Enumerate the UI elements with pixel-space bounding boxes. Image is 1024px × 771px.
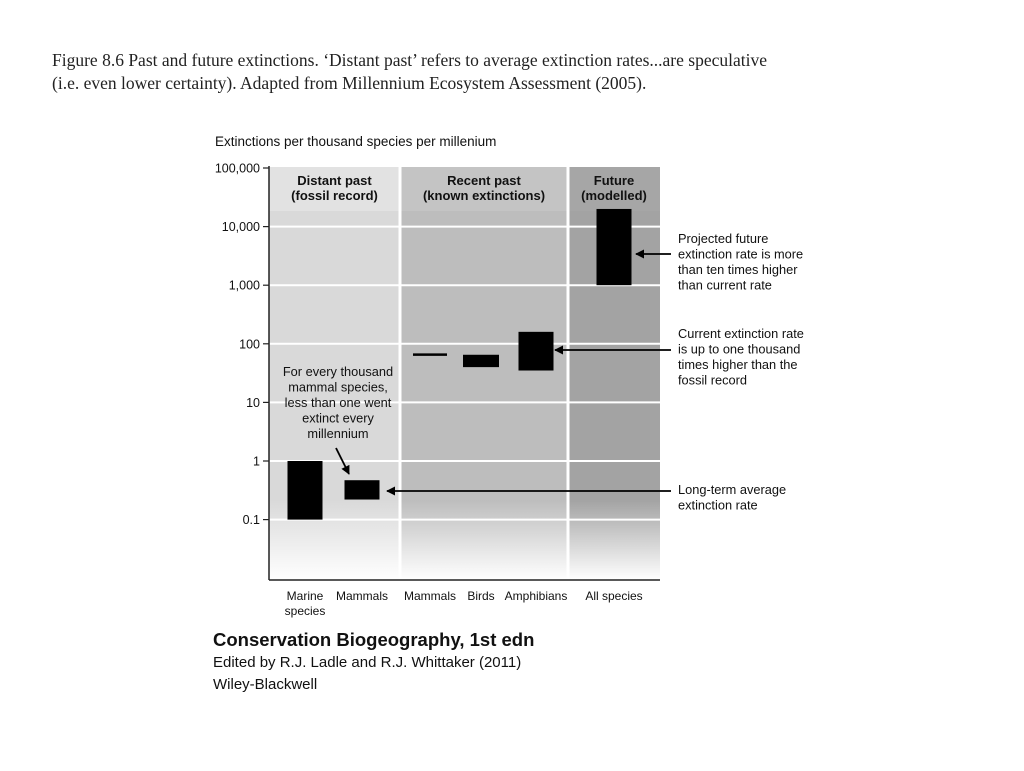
panel-title: Future xyxy=(593,173,635,188)
range-bar xyxy=(413,353,447,356)
book-editors: Edited by R.J. Ladle and R.J. Whittaker (2011) xyxy=(213,654,522,671)
panel-subtitle: (fossil record) xyxy=(291,188,378,203)
panel-title: Distant past xyxy=(297,173,372,188)
annotation-line: than ten times higher xyxy=(678,262,798,277)
range-bar xyxy=(519,332,554,371)
bottom-fade xyxy=(269,500,660,580)
y-tick-label: 10,000 xyxy=(221,220,260,235)
range-bar xyxy=(463,355,499,367)
category-label-line2: species xyxy=(284,604,326,618)
annotation-projected-future xyxy=(636,231,803,293)
annotation-line: extinction rate xyxy=(678,497,758,513)
category-label: Marine xyxy=(286,589,324,603)
caption-line-2: (i.e. even lower certainty). Adapted from Millennium Ecosystem Assessment (2005). xyxy=(52,73,647,93)
annotation-line: than current rate xyxy=(678,277,772,293)
y-tick-label: 1 xyxy=(253,454,260,469)
annotation-line: Projected future xyxy=(678,231,769,246)
panel-subtitle: (known extinctions) xyxy=(422,188,546,203)
category-label: Mammals xyxy=(335,589,389,603)
panel-title: Recent past xyxy=(447,173,521,188)
y-axis-label: Extinctions per thousand species per millenium xyxy=(215,134,497,149)
book-publisher: Wiley-Blackwell xyxy=(213,676,318,693)
annotation-line: times higher than the xyxy=(678,357,798,372)
category-label: Birds xyxy=(467,589,495,603)
annotation-line: less than one went xyxy=(284,395,392,410)
annotation-line: Current extinction rate xyxy=(678,326,804,341)
range-bar xyxy=(597,209,632,285)
book-title: Conservation Biogeography, 1st edn xyxy=(213,629,535,650)
annotation-line: millennium xyxy=(307,426,369,441)
range-bar xyxy=(345,480,380,499)
annotation-line: fossil record xyxy=(678,372,747,388)
caption-line-1: Figure 8.6 Past and future extinctions. ‘Distant past’ refers to average extinction rates...are speculative xyxy=(52,50,767,70)
y-tick-label: 1,000 xyxy=(228,278,260,293)
y-tick-label: 100,000 xyxy=(214,161,260,176)
annotation-line: extinction rate is more xyxy=(678,246,804,262)
category-label: Mammals xyxy=(403,589,457,603)
y-tick-label: 10 xyxy=(246,395,260,410)
y-tick-label: 100 xyxy=(239,337,260,352)
panel-subtitle: (modelled) xyxy=(581,188,647,203)
y-tick-label: 0.1 xyxy=(242,513,260,528)
annotation-line: For every thousand xyxy=(282,364,394,379)
book-credit xyxy=(213,628,713,696)
annotation-line: Long-term average xyxy=(678,482,787,497)
range-bar xyxy=(288,461,323,520)
annotation-line: is up to one thousand xyxy=(678,341,801,357)
category-label: All species xyxy=(585,589,643,603)
annotation-line: mammal species, xyxy=(288,379,388,395)
category-label: Amphibians xyxy=(504,589,568,603)
annotation-line: extinct every xyxy=(302,410,374,426)
